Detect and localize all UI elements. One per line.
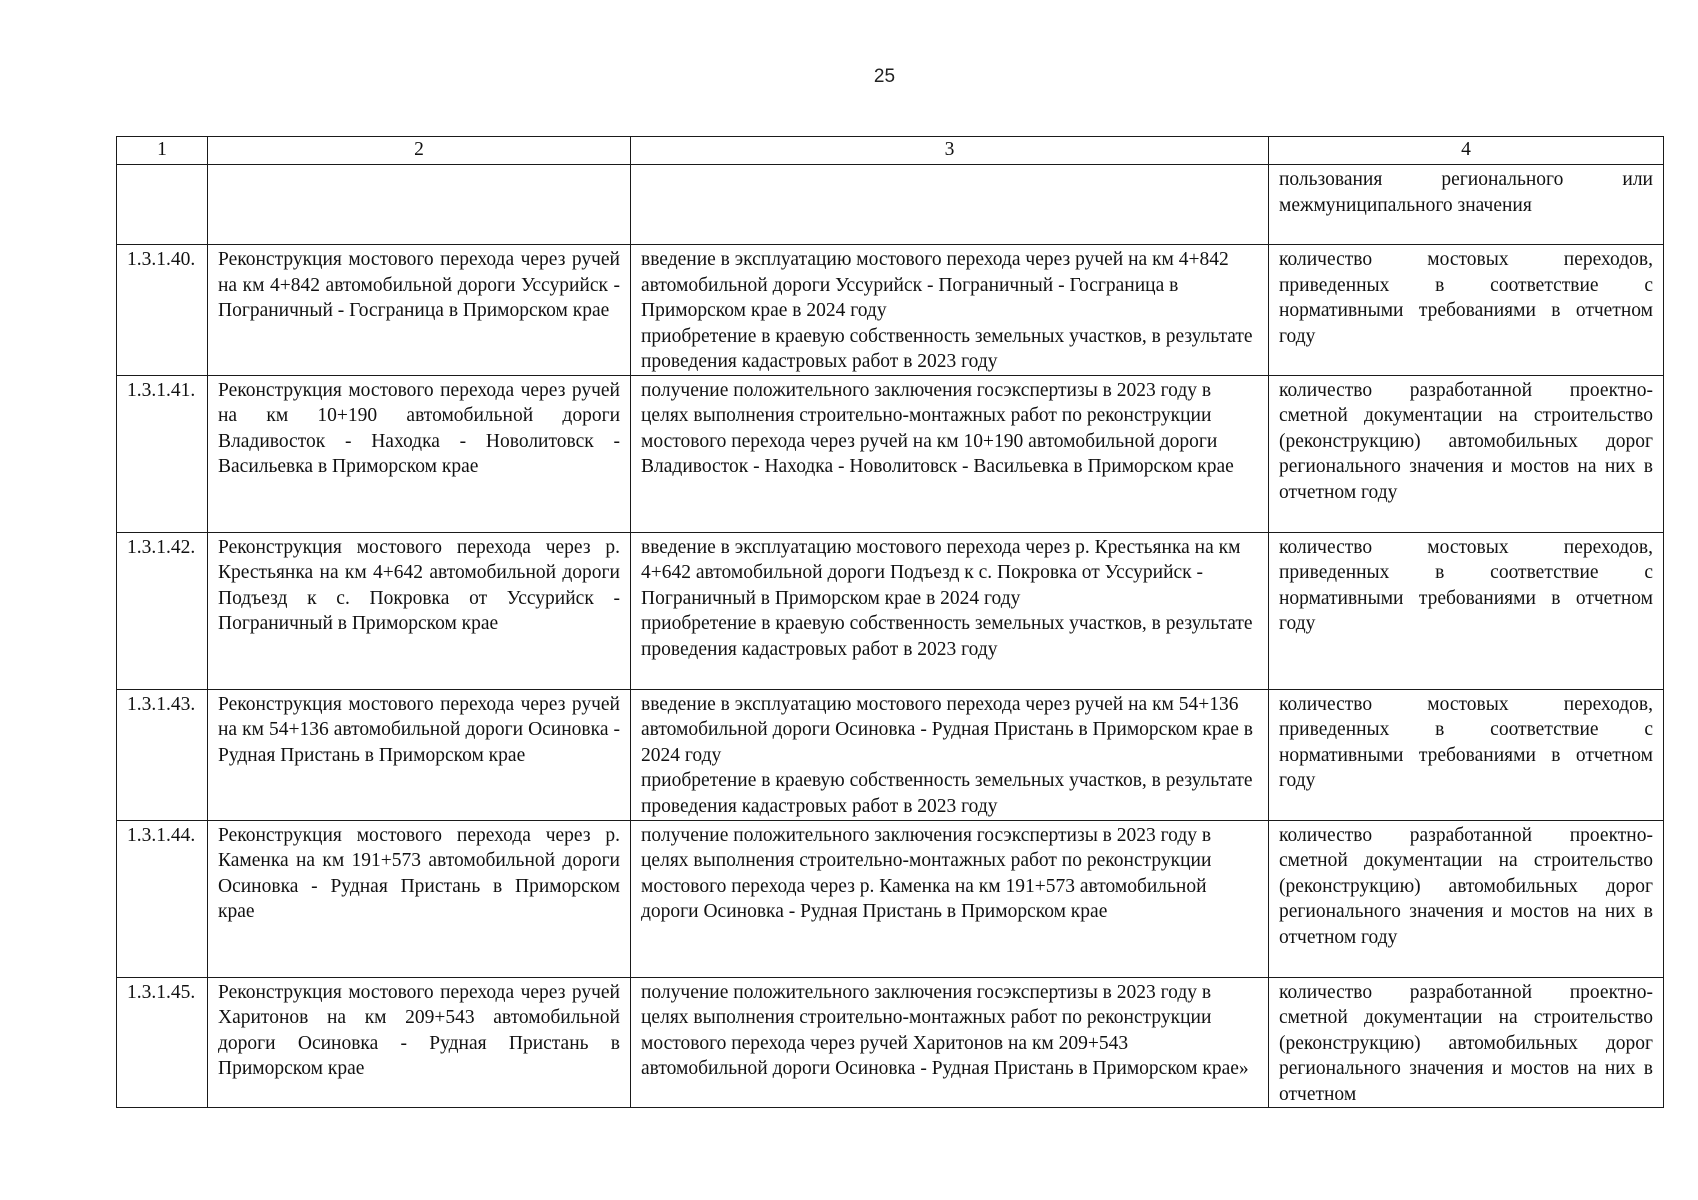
table-row <box>117 375 1664 532</box>
cell-result <box>631 689 1269 820</box>
header-col-1: 1 <box>117 137 208 165</box>
cell-event: Реконструкция мостового перехода через ручей на км 4+842 автомобильной дороги Уссурийск - Пограничный - Госграница в Приморском крае <box>208 245 631 376</box>
cell-result <box>631 245 1269 376</box>
cell-number: 1.3.1.45. <box>117 977 208 1108</box>
measures-table <box>116 136 1664 1108</box>
table-row <box>117 689 1664 820</box>
cell-result <box>631 375 1269 532</box>
cell-number: 1.3.1.41. <box>117 375 208 532</box>
result-text: получение положительного заключения госэкспертизы в 2023 году в целях выполнения строительно-монтажных работ по реконструкции мостового перехода через ручей Харитонов на км 209+543 автомобильной дороги Осиновка - Рудная Пристань в Приморском крае» <box>641 981 1249 1079</box>
result-text-secondary: приобретение в краевую собственность земельных участков, в результате проведения кадастровых работ в 2023 году <box>641 613 1253 660</box>
header-col-2: 2 <box>208 137 631 165</box>
cell-result <box>631 820 1269 977</box>
cell-indicator: количество мостовых переходов, приведенных в соответствие с нормативными требованиями в отчетном году <box>1269 689 1664 820</box>
cell-result <box>631 977 1269 1108</box>
table-row <box>117 532 1664 689</box>
cell-event: Реконструкция мостового перехода через ручей на км 54+136 автомобильной дороги Осиновка - Рудная Пристань в Приморском крае <box>208 689 631 820</box>
cell-indicator: количество разработанной проектно-сметной документации на строительство (реконструкцию) автомобильных дорог регионального значения и мостов на них в отчетном году <box>1269 375 1664 532</box>
result-text: введение в эксплуатацию мостового перехода через ручей на км 54+136 автомобильной дороги Осиновка - Рудная Пристань в Приморском крае в 2024 году <box>641 693 1254 766</box>
cell-event: Реконструкция мостового перехода через ручей на км 10+190 автомобильной дороги Владивосток - Находка - Новолитовск - Васильевка в Приморском крае <box>208 375 631 532</box>
table-header-row <box>117 137 1664 165</box>
cell-event: Реконструкция мостового перехода через ручей Харитонов на км 209+543 автомобильной дороги Осиновка - Рудная Пристань в Приморском крае <box>208 977 631 1108</box>
result-text: введение в эксплуатацию мостового перехода через ручей на км 4+842 автомобильной дороги Уссурийск - Пограничный - Госграница в Приморском крае в 2024 году <box>641 249 1229 321</box>
cell-indicator: количество разработанной проектно-сметной документации на строительство (реконструкцию) автомобильных дорог регионального значения и мостов на них в отчетном году <box>1269 820 1664 977</box>
result-text: получение положительного заключения госэкспертизы в 2023 году в целях выполнения строительно-монтажных работ по реконструкции мостового перехода через ручей на км 10+190 автомобильной дороги Владивосток - Находка - Новолитовск - Васильевка в Приморском крае <box>641 379 1234 477</box>
header-col-3: 3 <box>631 137 1269 165</box>
cell-result <box>631 532 1269 689</box>
cell-number: 1.3.1.44. <box>117 820 208 977</box>
cell-result <box>631 165 1269 245</box>
result-text: введение в эксплуатацию мостового перехода через р. Крестьянка на км 4+642 автомобильной дороги Подъезд к с. Покровка от Уссурийск - Пограничный в Приморском крае в 2024 году <box>641 536 1241 609</box>
result-text: получение положительного заключения госэкспертизы в 2023 году в целях выполнения строительно-монтажных работ по реконструкции мостового перехода через р. Каменка на км 191+573 автомобильной дороги Осиновка - Рудная Пристань в Приморском крае <box>641 824 1212 922</box>
result-text-secondary: приобретение в краевую собственность земельных участков, в результате проведения кадастровых работ в 2023 году <box>641 770 1253 817</box>
table-row <box>117 245 1664 376</box>
cell-number: 1.3.1.43. <box>117 689 208 820</box>
table-row <box>117 820 1664 977</box>
cell-event: Реконструкция мостового перехода через р. Крестьянка на км 4+642 автомобильной дороги Подъезд к с. Покровка от Уссурийск - Пограничный в Приморском крае <box>208 532 631 689</box>
cell-indicator: количество мостовых переходов, приведенных в соответствие с нормативными требованиями в отчетном году <box>1269 245 1664 376</box>
cell-number <box>117 165 208 245</box>
cell-number: 1.3.1.42. <box>117 532 208 689</box>
cell-number: 1.3.1.40. <box>117 245 208 376</box>
header-col-4: 4 <box>1269 137 1664 165</box>
cell-event <box>208 165 631 245</box>
page-number: 25 <box>873 66 896 87</box>
cell-event: Реконструкция мостового перехода через р. Каменка на км 191+573 автомобильной дороги Осиновка - Рудная Пристань в Приморском крае <box>208 820 631 977</box>
table-row-continuation <box>117 165 1664 245</box>
cell-indicator: пользования регионального или межмуниципального значения <box>1269 165 1664 245</box>
table-row <box>117 977 1664 1108</box>
cell-indicator: количество мостовых переходов, приведенных в соответствие с нормативными требованиями в отчетном году <box>1269 532 1664 689</box>
result-text-secondary: приобретение в краевую собственность земельных участков, в результате проведения кадастровых работ в 2023 году <box>641 325 1253 372</box>
cell-indicator: количество разработанной проектно-сметной документации на строительство (реконструкцию) автомобильных дорог регионального значения и мостов на них в отчетном <box>1269 977 1664 1108</box>
